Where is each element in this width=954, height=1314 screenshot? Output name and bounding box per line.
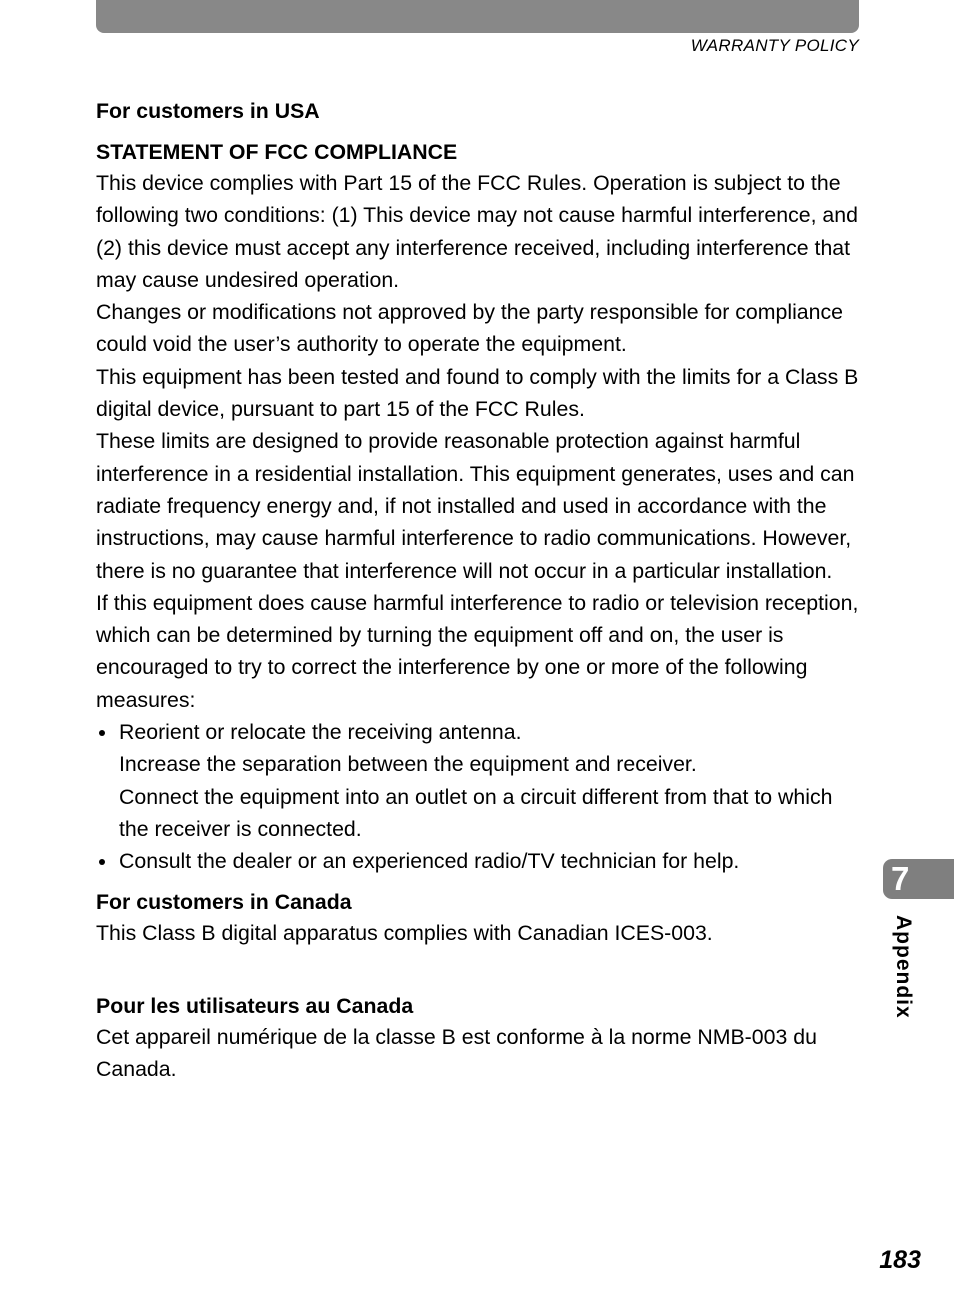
fcc-paragraph: This equipment has been tested and found to comply with the limits for a Class B digital device, pursuant to part 15 of the FCC Rules. [96, 364, 859, 422]
canada-fr-heading: Pour les utilisateurs au Canada [96, 993, 414, 1018]
fcc-paragraph: This device complies with Part 15 of the FCC Rules. Operation is subject to the following two conditions: (1) This device may not cause harmful interference, and (2) this device must accept any interference received, including interference that may cause undesired operation. [96, 171, 858, 292]
measure-line: Consult the dealer or an experienced radio/TV technician for help. [119, 849, 740, 874]
canada-fr-text: Cet appareil numérique de la classe B est conforme à la norme NMB-003 du Canada. [96, 1024, 817, 1082]
header-bar [96, 0, 859, 33]
fcc-paragraph: If this equipment does cause harmful interference to radio or television reception, which can be determined by turning the equipment off and on, the user is encouraged to try to correct the interference by one or more of the following measures: [96, 590, 859, 712]
page-number: 183 [879, 1246, 921, 1274]
usa-heading: For customers in USA [96, 99, 320, 123]
measure-line: Connect the equipment into an outlet on a circuit different from that to which the receiver is connected. [119, 784, 833, 841]
measures-list [96, 716, 860, 877]
chapter-label: Appendix [892, 915, 915, 1019]
running-head: WARRANTY POLICY [690, 36, 859, 55]
list-item [96, 716, 860, 845]
canada-text: This Class B digital apparatus complies with Canadian ICES-003. [96, 920, 713, 945]
chapter-number: 7 [891, 860, 910, 897]
measure-line: Increase the separation between the equipment and receiver. [119, 752, 697, 777]
page-content [96, 96, 860, 1085]
chapter-tab [883, 859, 954, 899]
fcc-paragraph: Changes or modifications not approved by the party responsible for compliance could void the user’s authority to operate the equipment. [96, 300, 843, 357]
measure-line: Reorient or relocate the receiving antenna. [119, 720, 522, 745]
list-item [96, 845, 860, 877]
canada-heading: For customers in Canada [96, 889, 352, 914]
fcc-heading: STATEMENT OF FCC COMPLIANCE [96, 140, 458, 164]
fcc-paragraph: These limits are designed to provide reasonable protection against harmful interference in a residential installation. This equipment generates, uses and can radiate frequency energy and, if not installed and used in accordance with the instructions, may cause harmful interference to radio communications. However, there is no guarantee that interference will not occur in a particular installation. [96, 429, 855, 583]
